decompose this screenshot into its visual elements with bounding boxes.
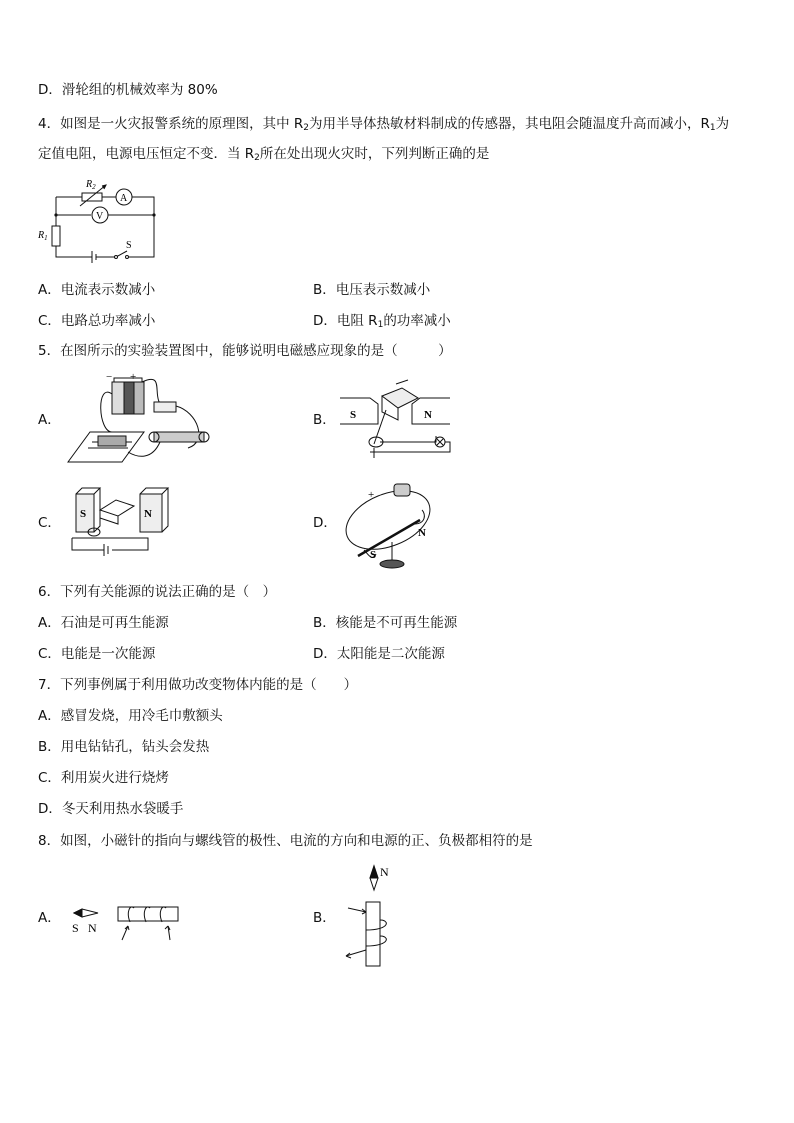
figc-n-pole: N bbox=[144, 508, 152, 520]
q5-fig-d-oersted bbox=[342, 480, 442, 570]
q6-option-b: B．核能是不可再生能源 bbox=[313, 615, 458, 631]
q6-option-d: D．太阳能是二次能源 bbox=[313, 646, 445, 662]
q4-sub: 1 bbox=[709, 123, 716, 133]
q5-option-b-label: B． bbox=[313, 412, 336, 428]
figa-minus: − bbox=[106, 371, 113, 383]
q4-option-d-sub: 1 bbox=[377, 320, 384, 330]
prev-option-d: D．滑轮组的机械效率为 80% bbox=[38, 82, 218, 98]
r1-label: $R_1$ bbox=[38, 230, 48, 242]
q4-option-d-text: 的功率减小 bbox=[383, 313, 451, 329]
q7-stem: 7．下列事例属于利用做功改变物体内能的是（ ） bbox=[38, 677, 358, 693]
q8-stem: 8．如图，小磁针的指向与螺线管的极性、电流的方向和电源的正、负极都相符的是 bbox=[38, 833, 533, 849]
q8-fig-a-solenoid bbox=[70, 896, 185, 946]
q8a-n-label: N bbox=[88, 921, 97, 935]
q4-text: 为 bbox=[715, 116, 730, 132]
q8-option-a-label: A． bbox=[38, 910, 61, 926]
q5-fig-a-electromagnet-apparatus bbox=[68, 372, 218, 467]
q8-option-b-label: B． bbox=[313, 910, 336, 926]
figd-plus: + bbox=[368, 489, 375, 501]
q5-fig-b-generator bbox=[340, 380, 460, 465]
q4-text: 所在处出现火灾时，下列判断正确的是 bbox=[259, 146, 490, 162]
q5-option-d-label: D． bbox=[313, 515, 337, 531]
q7-option-c: C．利用炭火进行烧烤 bbox=[38, 770, 169, 786]
figb-s-pole: S bbox=[350, 409, 357, 421]
q7-option-a: A．感冒发烧，用冷毛巾敷额头 bbox=[38, 708, 223, 724]
voltmeter-label: V bbox=[96, 211, 104, 222]
q6-option-c: C．电能是一次能源 bbox=[38, 646, 156, 662]
q6-option-a: A．石油是可再生能源 bbox=[38, 615, 169, 631]
q4-stem-line1 bbox=[38, 114, 729, 138]
q4-sub: 2 bbox=[254, 153, 260, 163]
q4-stem-line2 bbox=[38, 144, 489, 168]
figb-n-pole: N bbox=[424, 409, 432, 421]
switch-label: S bbox=[126, 240, 132, 251]
q8-fig-b-solenoid bbox=[342, 864, 402, 969]
ammeter-label: A bbox=[120, 193, 128, 204]
q5-fig-c-motor bbox=[68, 486, 178, 556]
q4-option-b: B．电压表示数减小 bbox=[313, 282, 431, 298]
q4-text: 4．如图是一火灾报警系统的原理图，其中 R bbox=[38, 116, 304, 132]
q7-option-d: D．冬天利用热水袋暖手 bbox=[38, 801, 184, 817]
q4-option-c: C．电路总功率减小 bbox=[38, 313, 156, 329]
q5-option-c-label: C． bbox=[38, 515, 61, 531]
r2-label: $R_2$ bbox=[86, 179, 96, 191]
q4-option-d-text: D．电阻 R bbox=[313, 313, 378, 329]
q7-option-b: B．用电钻钻孔，钻头会发热 bbox=[38, 739, 210, 755]
figc-s-pole: S bbox=[80, 508, 87, 520]
q4-text: 为用半导体热敏材料制成的传感器，其电阻会随温度升高而减小，R bbox=[309, 116, 710, 132]
q4-circuit-diagram bbox=[36, 172, 166, 272]
q4-text: 定值电阻，电源电压恒定不变．当 R bbox=[38, 146, 255, 162]
q4-sub: 2 bbox=[303, 123, 309, 133]
q8b-n-label: N bbox=[380, 865, 389, 879]
q8a-s-label: S bbox=[72, 921, 79, 935]
q5-option-a-label: A． bbox=[38, 412, 61, 428]
figd-n-pole: N bbox=[418, 527, 426, 539]
q4-option-a: A．电流表示数减小 bbox=[38, 282, 156, 298]
figa-plus: + bbox=[130, 371, 137, 383]
q6-stem: 6．下列有关能源的说法正确的是（ ） bbox=[38, 584, 277, 600]
q4-option-d bbox=[313, 311, 451, 335]
q5-stem: 5．在图所示的实验装置图中，能够说明电磁感应现象的是（ ） bbox=[38, 343, 452, 359]
figd-s-pole: S bbox=[370, 549, 377, 561]
